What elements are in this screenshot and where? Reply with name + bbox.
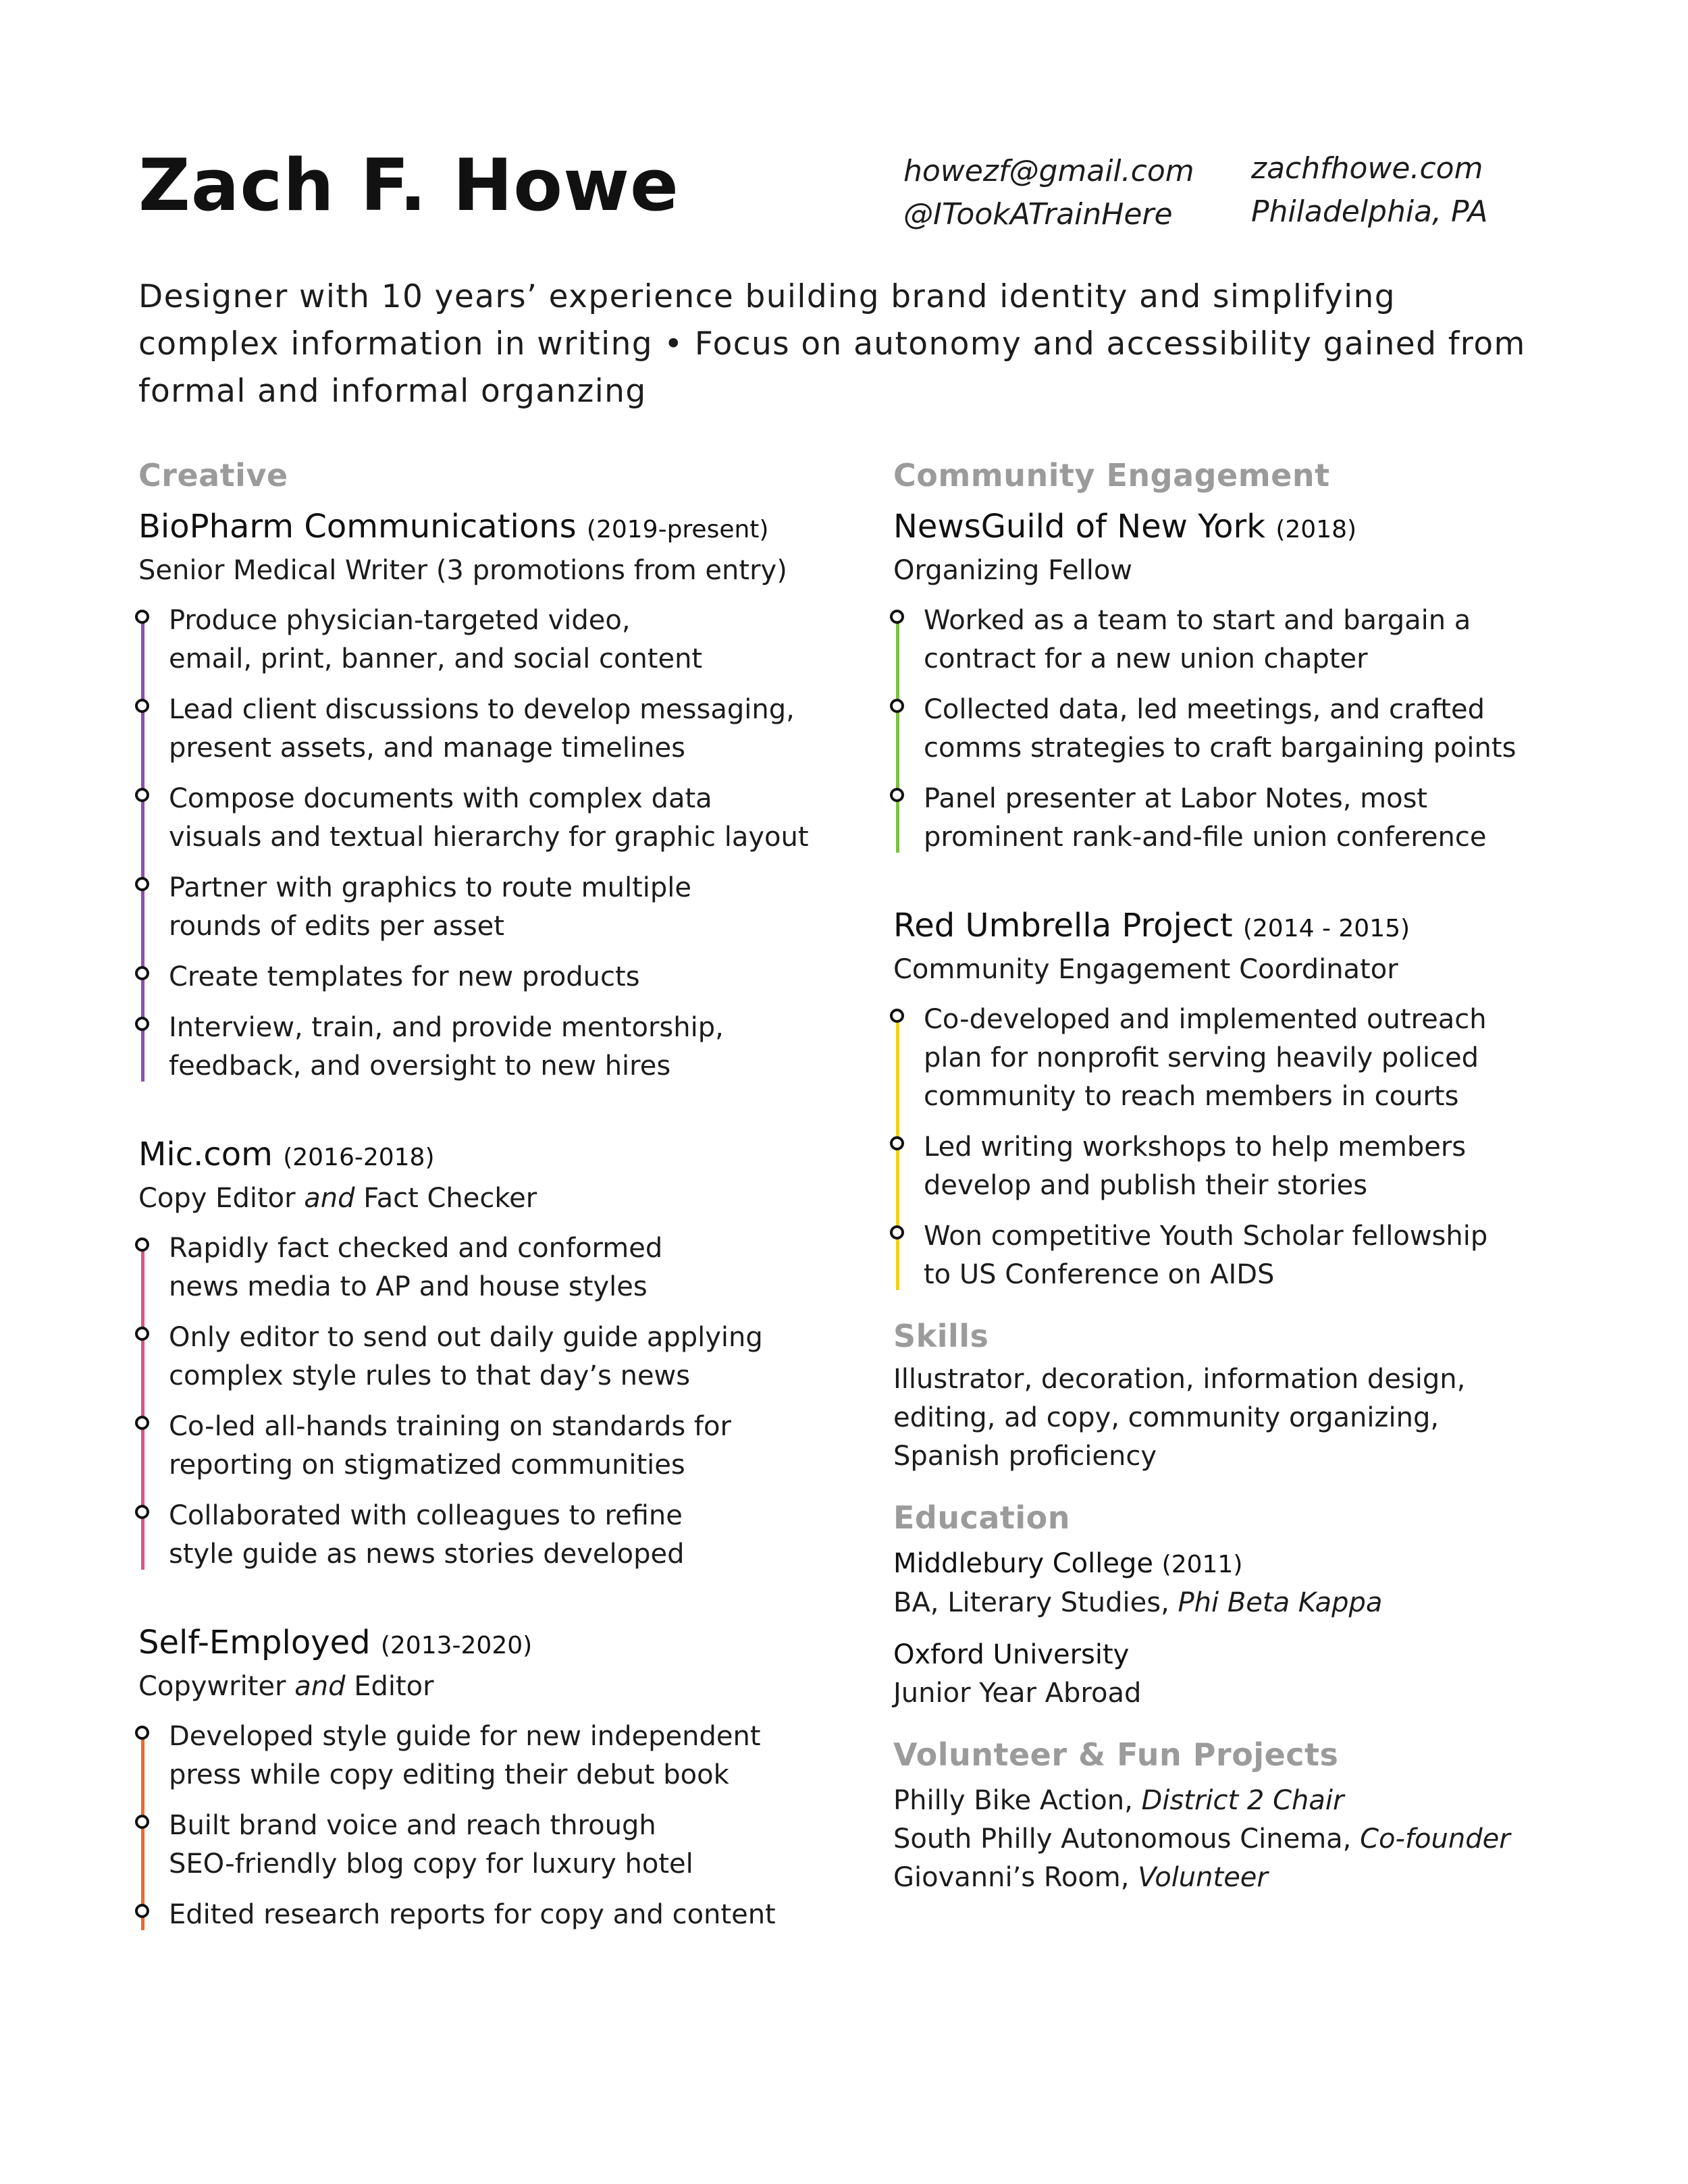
job-role: Community Engagement Coordinator [893,954,1398,985]
bullet-item: Won competitive Youth Scholar fellowship to US Conference on AIDS [924,1217,1656,1294]
job-mic [138,1133,901,1574]
bullet-dot-icon [135,1904,149,1918]
job-dates: (2013-2020) [380,1632,533,1659]
bullet-item: Developed style guide for new independent press while copy editing their debut book [169,1717,901,1794]
job-role: Senior Medical Writer (3 promotions from entry) [138,555,787,586]
bullet-item: Collected data, led meetings, and crafted comms strategies to craft bargaining points [924,691,1656,768]
bullet-dot-icon [135,788,149,802]
job-role: Copy Editor and Fact Checker [138,1183,537,1214]
volunteer-item: Giovanni’s Room, Volunteer [893,1862,1268,1893]
bullet-item: Led writing workshops to help members develop and publish their stories [924,1128,1656,1205]
volunteer-item: South Philly Autonomous Cinema, Co-founder [893,1823,1510,1855]
bullet-item: Create templates for new products [169,958,901,996]
education-degree: BA, Literary Studies, Phi Beta Kappa [893,1587,1383,1618]
bullet-dot-icon [135,1017,149,1031]
job-org: Self-Employed [138,1624,371,1661]
job-title [893,505,1656,552]
bullet-list [138,1717,901,1934]
bullet-item: Lead client discussions to develop messaging, present assets, and manage timelines [169,691,901,768]
job-dates: (2019-present) [586,516,769,543]
bullet-item: Interview, train, and provide mentorship, feedback, and oversight to new hires [169,1009,901,1086]
education-item [893,1636,1656,1713]
job-biopharm [138,505,901,1086]
job-dates: (2014 - 2015) [1242,915,1410,942]
job-newsguild [893,505,1656,857]
bullet-item: Collaborated with colleagues to refine style guide as news stories developed [169,1497,901,1574]
bullet-dot-icon [135,1237,149,1252]
contact-block-right [1251,147,1487,234]
bullet-item: Worked as a team to start and bargain a contract for a new union chapter [924,602,1656,678]
bullet-list [138,602,901,1086]
job-org: Red Umbrella Project [893,907,1233,944]
location-text: Philadelphia, PA [1251,194,1488,229]
timeline-rail [896,611,899,853]
bullet-dot-icon [890,1136,904,1150]
bullet-item: Co-developed and implemented outreach plan for nonprofit serving heavily policed community to reach members in courts [924,1001,1656,1116]
bullet-dot-icon [135,1416,149,1430]
job-red-umbrella [893,904,1656,1294]
timeline-rail [141,611,144,1082]
job-org: BioPharm Communications [138,508,577,545]
job-self-employed [138,1621,901,1934]
education-item [893,1545,1656,1622]
job-role: Copywriter and Editor [138,1671,434,1702]
bullet-dot-icon [135,966,149,980]
bullet-dot-icon [890,788,904,802]
right-column [893,454,1656,1897]
bullet-dot-icon [890,699,904,713]
bullet-item: Produce physician-targeted video, email, print, banner, and social content [169,602,901,678]
bullet-dot-icon [890,1009,904,1023]
email-link[interactable]: howezf@gmail.com [903,154,1194,188]
job-org: NewsGuild of New York [893,508,1266,545]
education-school: Middlebury College (2011) [893,1548,1243,1579]
bullet-item: Rapidly fact checked and conformed news media to AP and house styles [169,1229,901,1306]
bullet-dot-icon [135,1726,149,1740]
contact-block-left [903,150,1194,236]
job-title [138,1133,901,1179]
social-handle-link[interactable]: @ITookATrainHere [903,197,1173,232]
bullet-dot-icon [135,877,149,891]
volunteer-list [893,1782,1656,1897]
education-degree: Junior Year Abroad [893,1678,1142,1709]
bullet-item: Only editor to send out daily guide applying complex style rules to that day’s news [169,1319,901,1395]
bullet-dot-icon [890,1225,904,1240]
bullet-item: Co-led all-hands training on standards for reporting on stigmatized communities [169,1408,901,1485]
section-heading-creative: Creative [138,457,288,494]
section-heading-volunteer: Volunteer & Fun Projects [893,1736,1339,1773]
bullet-dot-icon [890,610,904,624]
bullet-item: Panel presenter at Labor Notes, most prominent rank-and-file union conference [924,780,1656,857]
bullet-dot-icon [135,1815,149,1829]
bullet-item: Built brand voice and reach through SEO-friendly blog copy for luxury hotel [169,1807,901,1884]
resume-name: Zach F. Howe [138,144,679,227]
section-heading-skills: Skills [893,1318,989,1354]
bullet-dot-icon [135,610,149,624]
summary-paragraph: Designer with 10 years’ experience building brand identity and simplifying complex information in writing • Focus on autonomy and accessibility gained from formal and informal organzing [138,278,1526,410]
volunteer-item: Philly Bike Action, District 2 Chair [893,1785,1344,1816]
bullet-dot-icon [135,1327,149,1341]
bullet-dot-icon [135,699,149,713]
section-heading-education: Education [893,1499,1071,1536]
skills-text: Illustrator, decoration, information design, editing, ad copy, community organizing, Spanish proficiency [893,1364,1466,1472]
job-dates: (2018) [1275,516,1357,543]
bullet-item: Partner with graphics to route multiple rounds of edits per asset [169,869,901,946]
left-column [138,454,901,1946]
job-title [138,505,901,552]
timeline-rail [141,1239,144,1570]
section-heading-community: Community Engagement [893,457,1330,494]
job-title [893,904,1656,951]
bullet-item: Edited research reports for copy and content [169,1896,901,1934]
job-org: Mic.com [138,1136,273,1173]
bullet-dot-icon [135,1505,149,1519]
job-role: Organizing Fellow [893,555,1133,586]
bullet-item: Compose documents with complex data visuals and textual hierarchy for graphic layout [169,780,901,857]
bullet-list [893,602,1656,857]
bullet-list [893,1001,1656,1294]
education-school: Oxford University [893,1639,1130,1670]
job-title [138,1621,901,1668]
website-link[interactable]: zachfhowe.com [1251,151,1483,186]
job-dates: (2016-2018) [283,1144,435,1171]
bullet-list [138,1229,901,1574]
